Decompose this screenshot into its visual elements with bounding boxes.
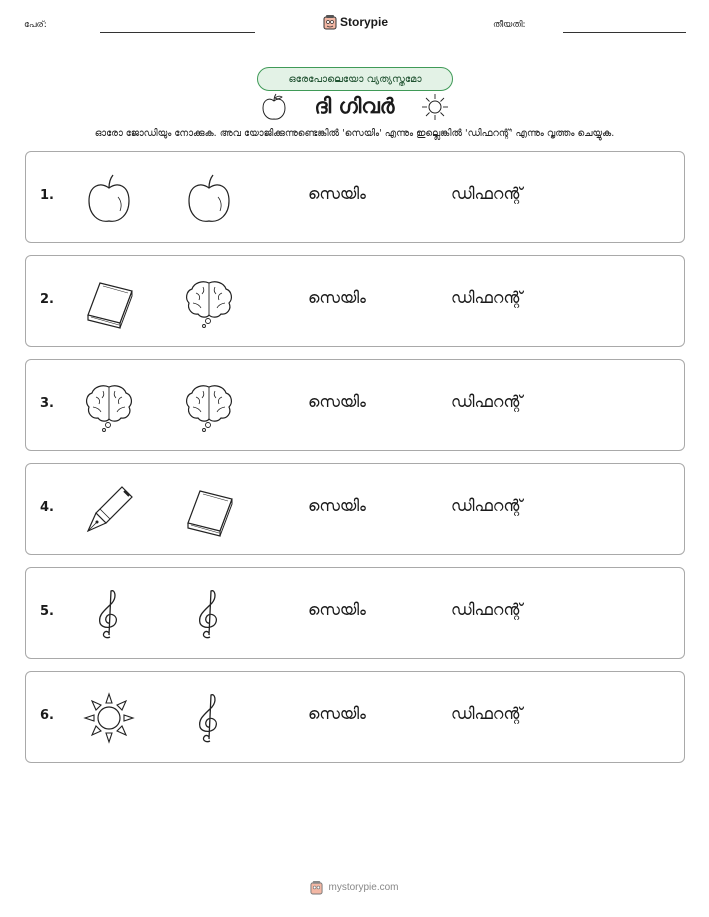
brain-icon xyxy=(182,379,236,433)
question-row xyxy=(25,359,685,451)
treble-clef-icon xyxy=(82,587,136,641)
instruction-text: ഓരോ ജോഡിയും നോക്കുക. അവ യോജിക്കുന്നുണ്ടെങ്കിൽ 'സെയിം' എന്നും ഇല്ലെങ്കിൽ 'ഡിഫറന്റ്' എന്നും വൃത്തം ചെയ്യുക. xyxy=(94,128,615,139)
treble-clef-icon xyxy=(182,587,236,641)
option-different[interactable]: ഡിഫറന്റ് xyxy=(451,600,523,619)
sun-icon xyxy=(82,691,136,745)
option-same[interactable]: സെയിം xyxy=(308,496,366,515)
treble-clef-icon xyxy=(182,691,236,745)
worksheet-title: ദി ഗിവർ xyxy=(314,94,395,118)
footer xyxy=(0,880,709,895)
pen-icon xyxy=(82,483,136,537)
option-different[interactable]: ഡിഫറന്റ് xyxy=(451,704,523,723)
name-label: പേര്: xyxy=(24,20,47,30)
option-different[interactable]: ഡിഫറന്റ് xyxy=(451,392,523,411)
question-row xyxy=(25,151,685,243)
brain-icon xyxy=(82,379,136,433)
book-icon xyxy=(82,275,136,329)
option-same[interactable]: സെയിം xyxy=(308,392,366,411)
question-row xyxy=(25,567,685,659)
apple-icon xyxy=(182,171,236,225)
brand xyxy=(323,14,388,30)
question-row xyxy=(25,255,685,347)
date-label: തീയതി: xyxy=(493,20,526,30)
apple-icon xyxy=(82,171,136,225)
worksheet-type-tag: ഒരേപോലെയോ വ്യത്യസ്തമോ xyxy=(257,67,453,91)
brain-icon xyxy=(182,275,236,329)
option-same[interactable]: സെയിം xyxy=(308,184,366,203)
brand-name: Storypie xyxy=(340,15,389,29)
book-icon xyxy=(182,483,236,537)
storypie-logo-icon xyxy=(310,880,323,895)
option-same[interactable]: സെയിം xyxy=(308,600,366,619)
footer-url: mystorypie.com xyxy=(328,882,399,893)
question-number: 1. xyxy=(40,188,54,203)
option-different[interactable]: ഡിഫറന്റ് xyxy=(451,184,523,203)
question-number: 3. xyxy=(40,396,54,411)
question-list xyxy=(25,151,685,775)
storypie-logo-icon xyxy=(323,14,337,30)
option-different[interactable]: ഡിഫറന്റ് xyxy=(451,496,523,515)
date-line[interactable] xyxy=(563,32,686,33)
option-different[interactable]: ഡിഫറന്റ് xyxy=(451,288,523,307)
question-row xyxy=(25,671,685,763)
question-number: 4. xyxy=(40,500,54,515)
question-row xyxy=(25,463,685,555)
question-number: 6. xyxy=(40,708,54,723)
name-line[interactable] xyxy=(100,32,255,33)
question-number: 5. xyxy=(40,604,54,619)
title-row xyxy=(0,92,709,122)
question-number: 2. xyxy=(40,292,54,307)
option-same[interactable]: സെയിം xyxy=(308,288,366,307)
worksheet-header xyxy=(0,12,709,40)
option-same[interactable]: സെയിം xyxy=(308,704,366,723)
sun-icon xyxy=(420,92,450,122)
